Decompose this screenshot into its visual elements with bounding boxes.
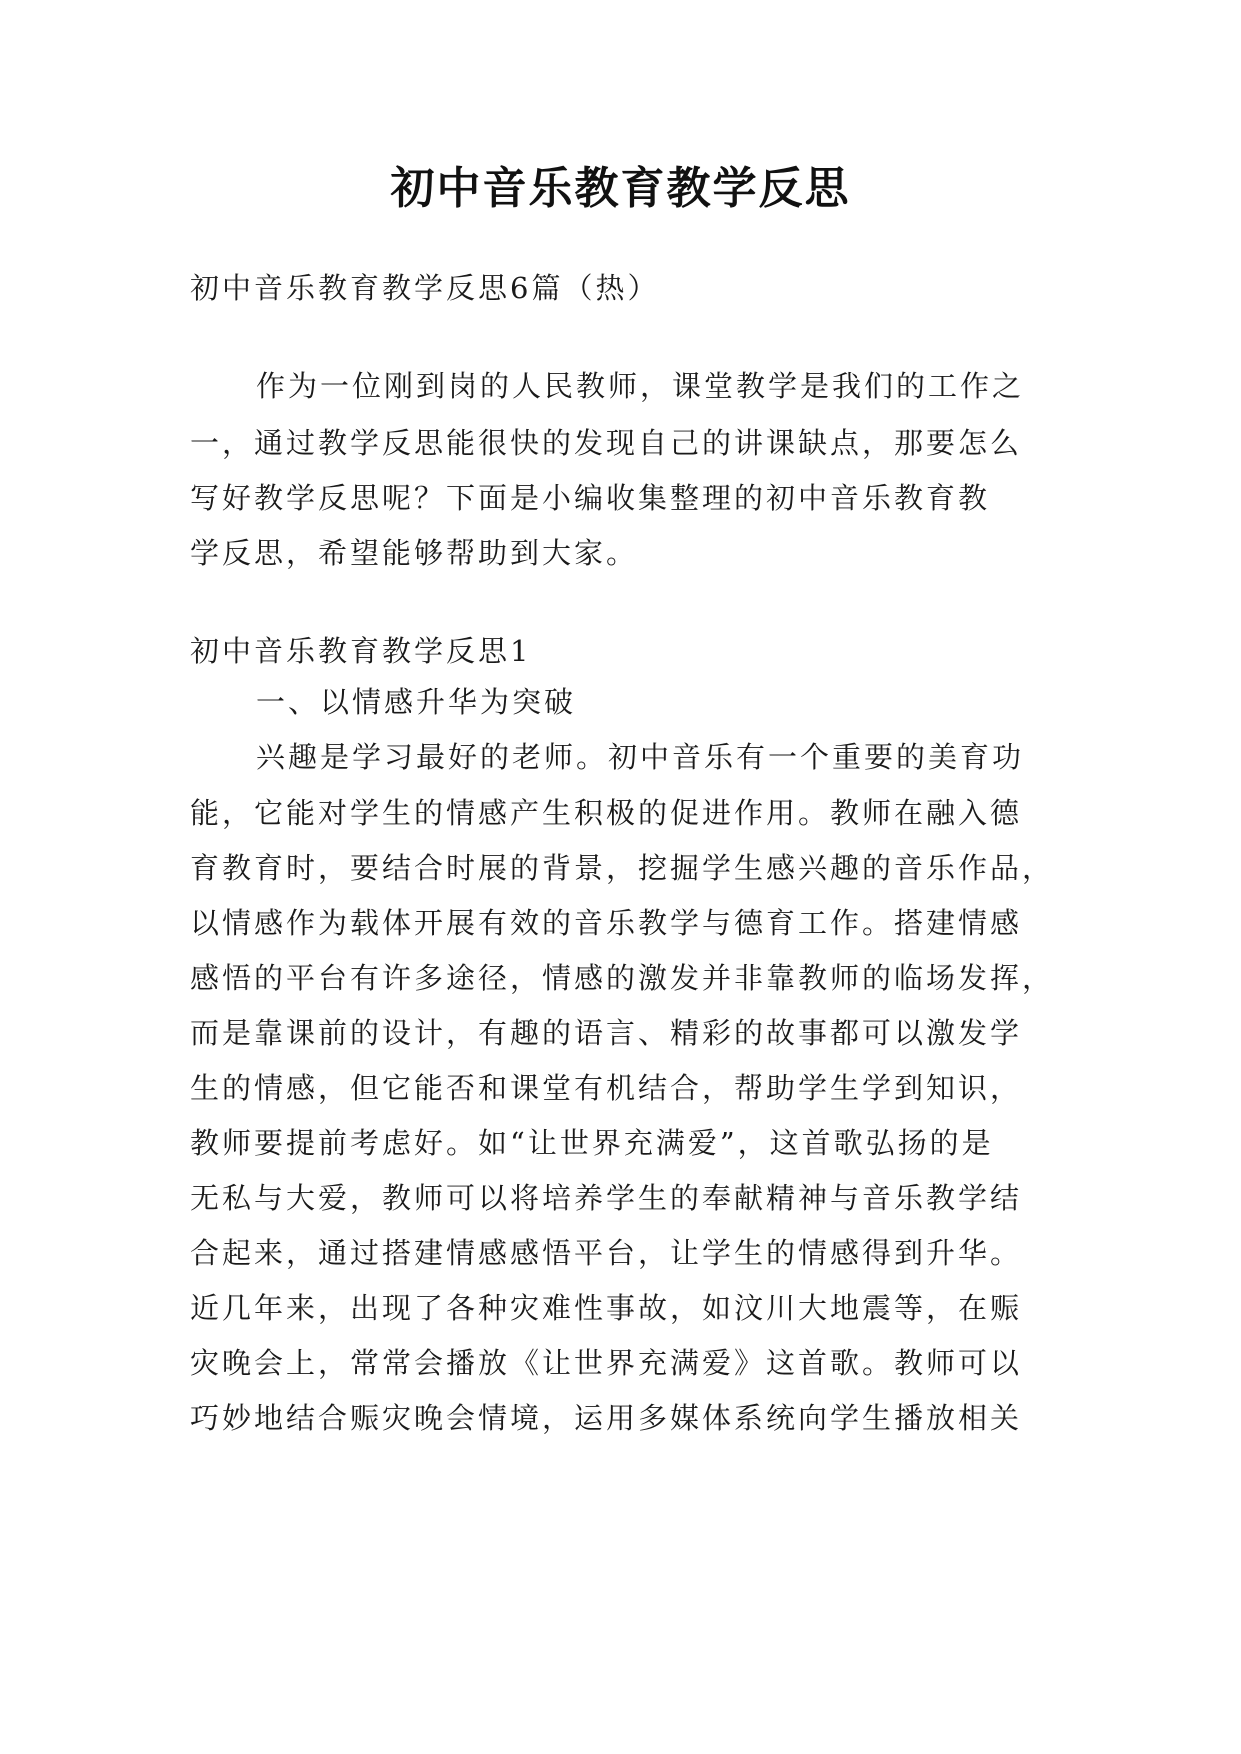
document-subtitle: 初中音乐教育教学反思6篇（热） [190, 271, 660, 305]
body-line-6: 而是靠课前的设计，有趣的语言、精彩的故事都可以激发学 [190, 1016, 1023, 1050]
intro-line-2: 一，通过教学反思能很快的发现自己的讲课缺点，那要怎么 [190, 426, 1023, 460]
body-line-10: 合起来，通过搭建情感感悟平台，让学生的情感得到升华。 [190, 1236, 1023, 1270]
document-title: 初中音乐教育教学反思 [390, 163, 851, 214]
body-line-1: 兴趣是学习最好的老师。初中音乐有一个重要的美育功 [256, 740, 1025, 774]
body-line-8: 教师要提前考虑好。如“让世界充满爱”，这首歌弘扬的是 [190, 1126, 994, 1160]
body-line-4: 以情感作为载体开展有效的音乐教学与德育工作。搭建情感 [190, 906, 1023, 940]
intro-line-3: 写好教学反思呢？下面是小编收集整理的初中音乐教育教 [190, 481, 991, 515]
body-line-13: 巧妙地结合赈灾晚会情境，运用多媒体系统向学生播放相关 [190, 1401, 1023, 1435]
section-heading: 初中音乐教育教学反思1 [190, 634, 532, 668]
body-line-7: 生的情感，但它能否和课堂有机结合，帮助学生学到知识， [190, 1071, 1023, 1105]
intro-line-1: 作为一位刚到岗的人民教师，课堂教学是我们的工作之 [256, 369, 1025, 403]
body-line-2: 能，它能对学生的情感产生积极的促进作用。教师在融入德 [190, 796, 1023, 830]
body-line-9: 无私与大爱，教师可以将培养学生的奉献精神与音乐教学结 [190, 1181, 1023, 1215]
body-line-12: 灾晚会上，常常会播放《让世界充满爱》这首歌。教师可以 [190, 1346, 1023, 1380]
body-line-5: 感悟的平台有许多途径，情感的激发并非靠教师的临场发挥， [190, 961, 1055, 995]
section-subheading: 一、以情感升华为突破 [256, 685, 577, 719]
body-line-11: 近几年来，出现了各种灾难性事故，如汶川大地震等，在赈 [190, 1291, 1023, 1325]
intro-line-4: 学反思，希望能够帮助到大家。 [190, 536, 639, 570]
body-line-3: 育教育时，要结合时展的背景，挖掘学生感兴趣的音乐作品， [190, 851, 1055, 885]
